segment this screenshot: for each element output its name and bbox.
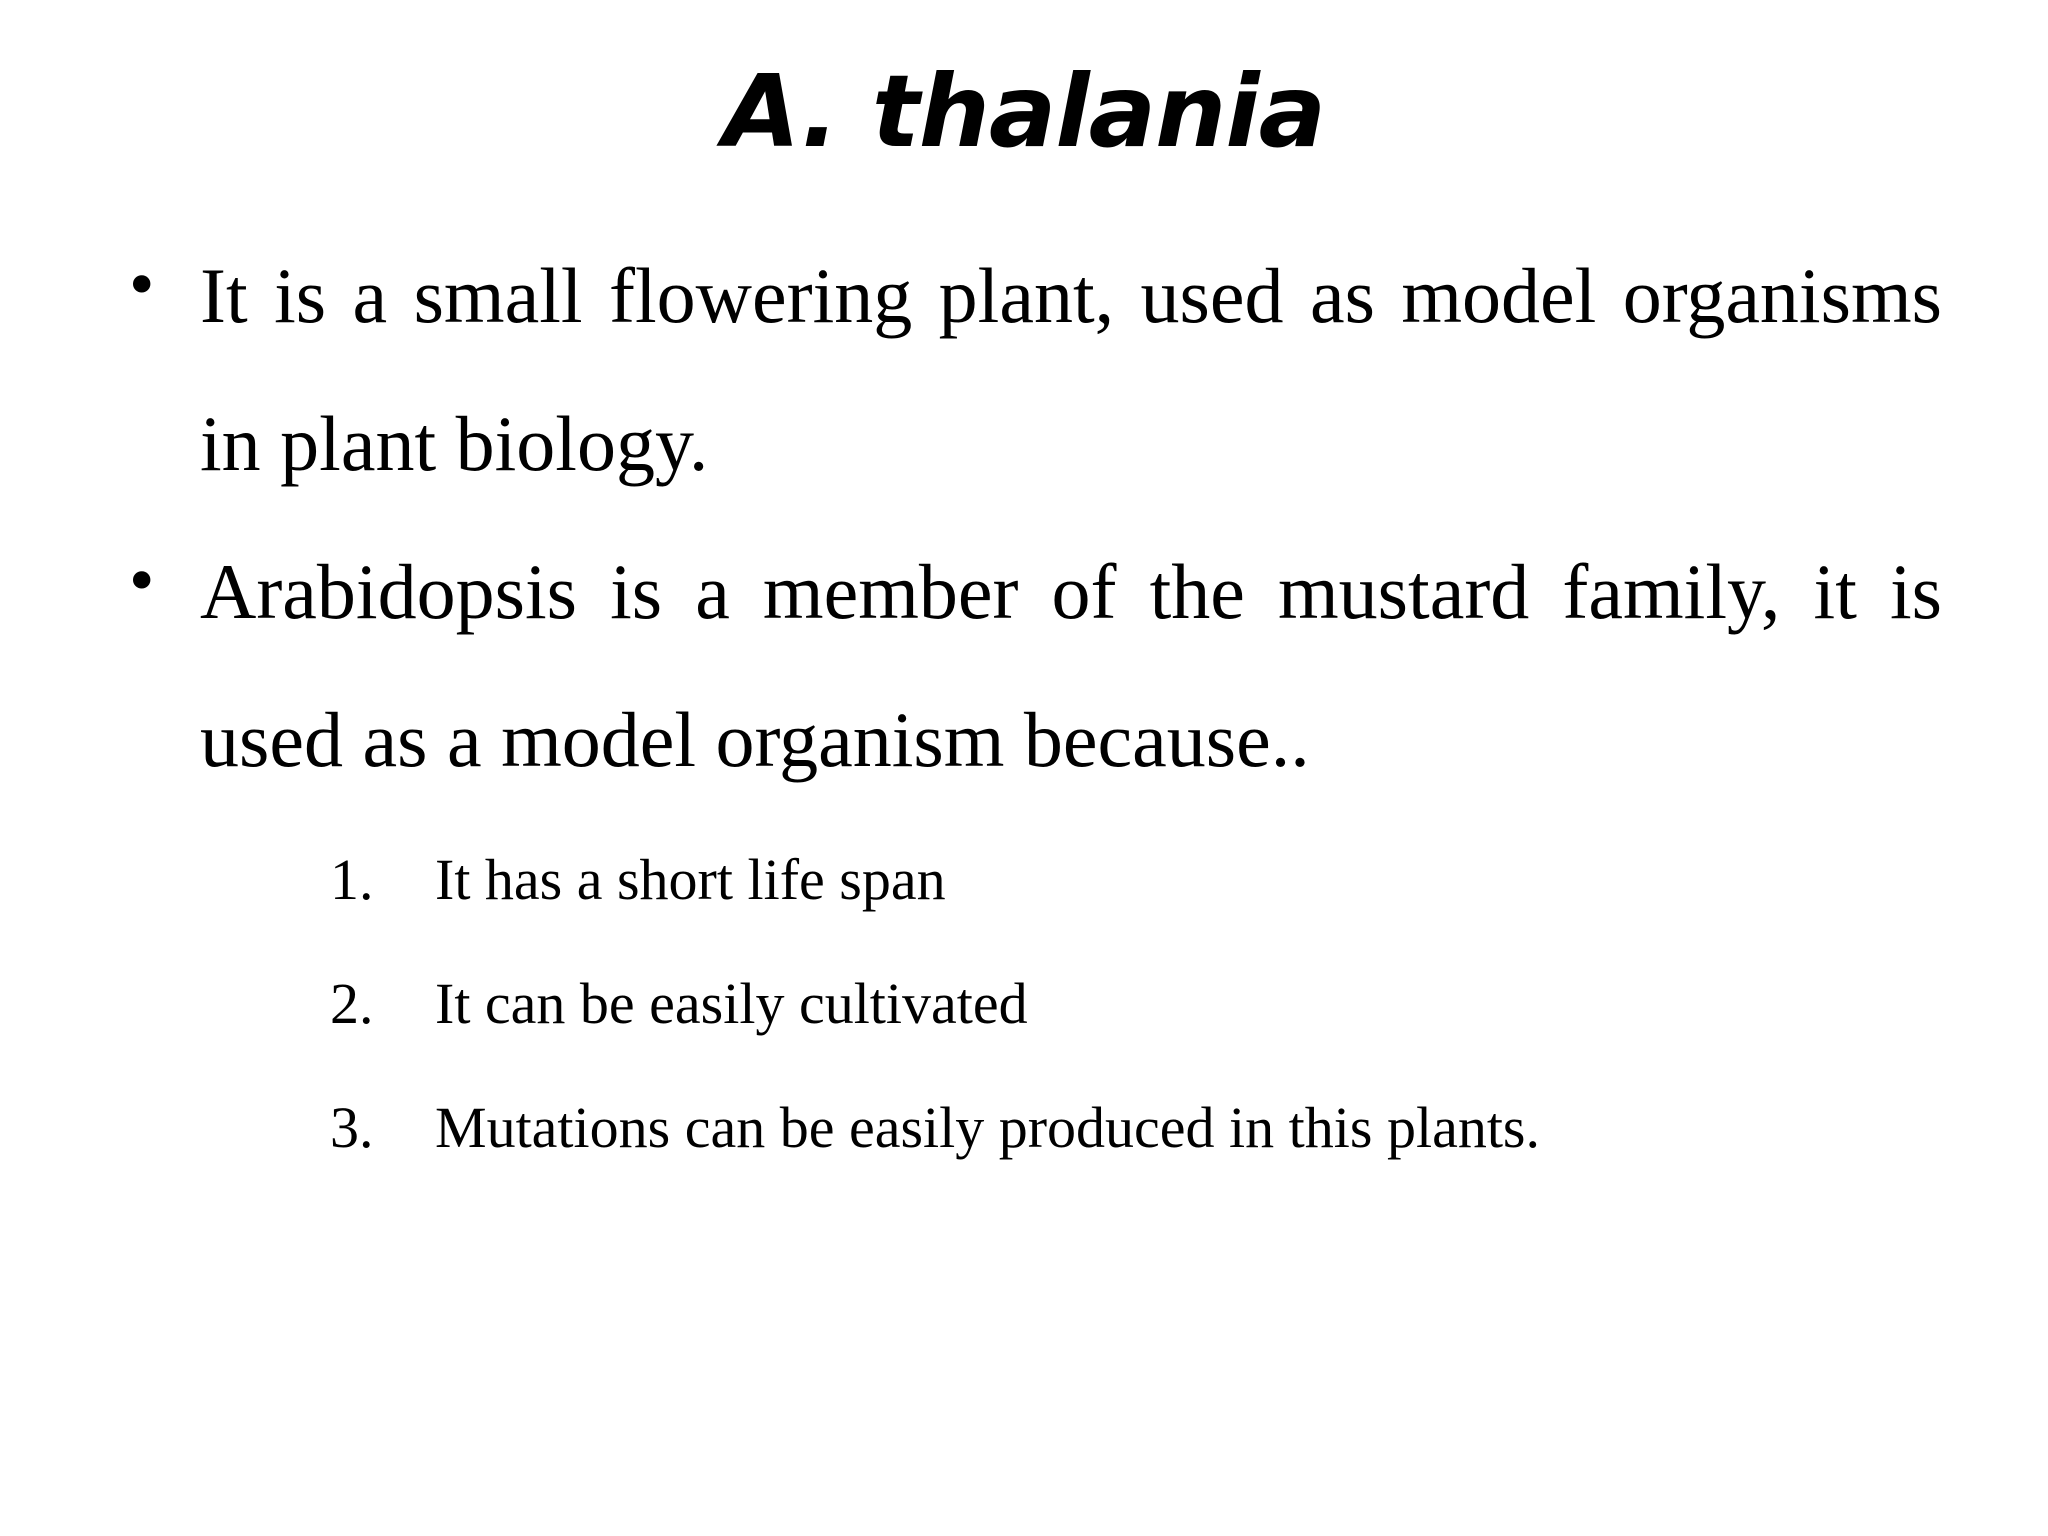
bullet-list	[124, 222, 1942, 814]
reason-text: It has a short life span	[435, 847, 946, 912]
reason-item-3	[330, 1066, 1540, 1190]
reason-text: Mutations can be easily produced in this plants.	[435, 1095, 1541, 1160]
bullet-item-2	[124, 518, 1942, 814]
bullet-item-1	[124, 222, 1942, 518]
bullet-icon: •	[124, 547, 160, 617]
reason-item-1	[330, 818, 1540, 942]
bullet-text: Arabidopsis is a member of the mustard family, it is used as a model organism because..	[200, 548, 1942, 783]
reason-number: 1.	[330, 847, 374, 912]
bullet-text: It is a small flowering plant, used as model organisms in plant biology.	[200, 252, 1942, 487]
slide-title: A. thalania	[722, 53, 1326, 170]
numbered-reason-list	[330, 818, 1540, 1190]
reason-number: 2.	[330, 971, 374, 1036]
bullet-icon: •	[124, 251, 160, 321]
reason-item-2	[330, 942, 1540, 1066]
reason-text: It can be easily cultivated	[435, 971, 1028, 1036]
reason-number: 3.	[330, 1095, 374, 1160]
